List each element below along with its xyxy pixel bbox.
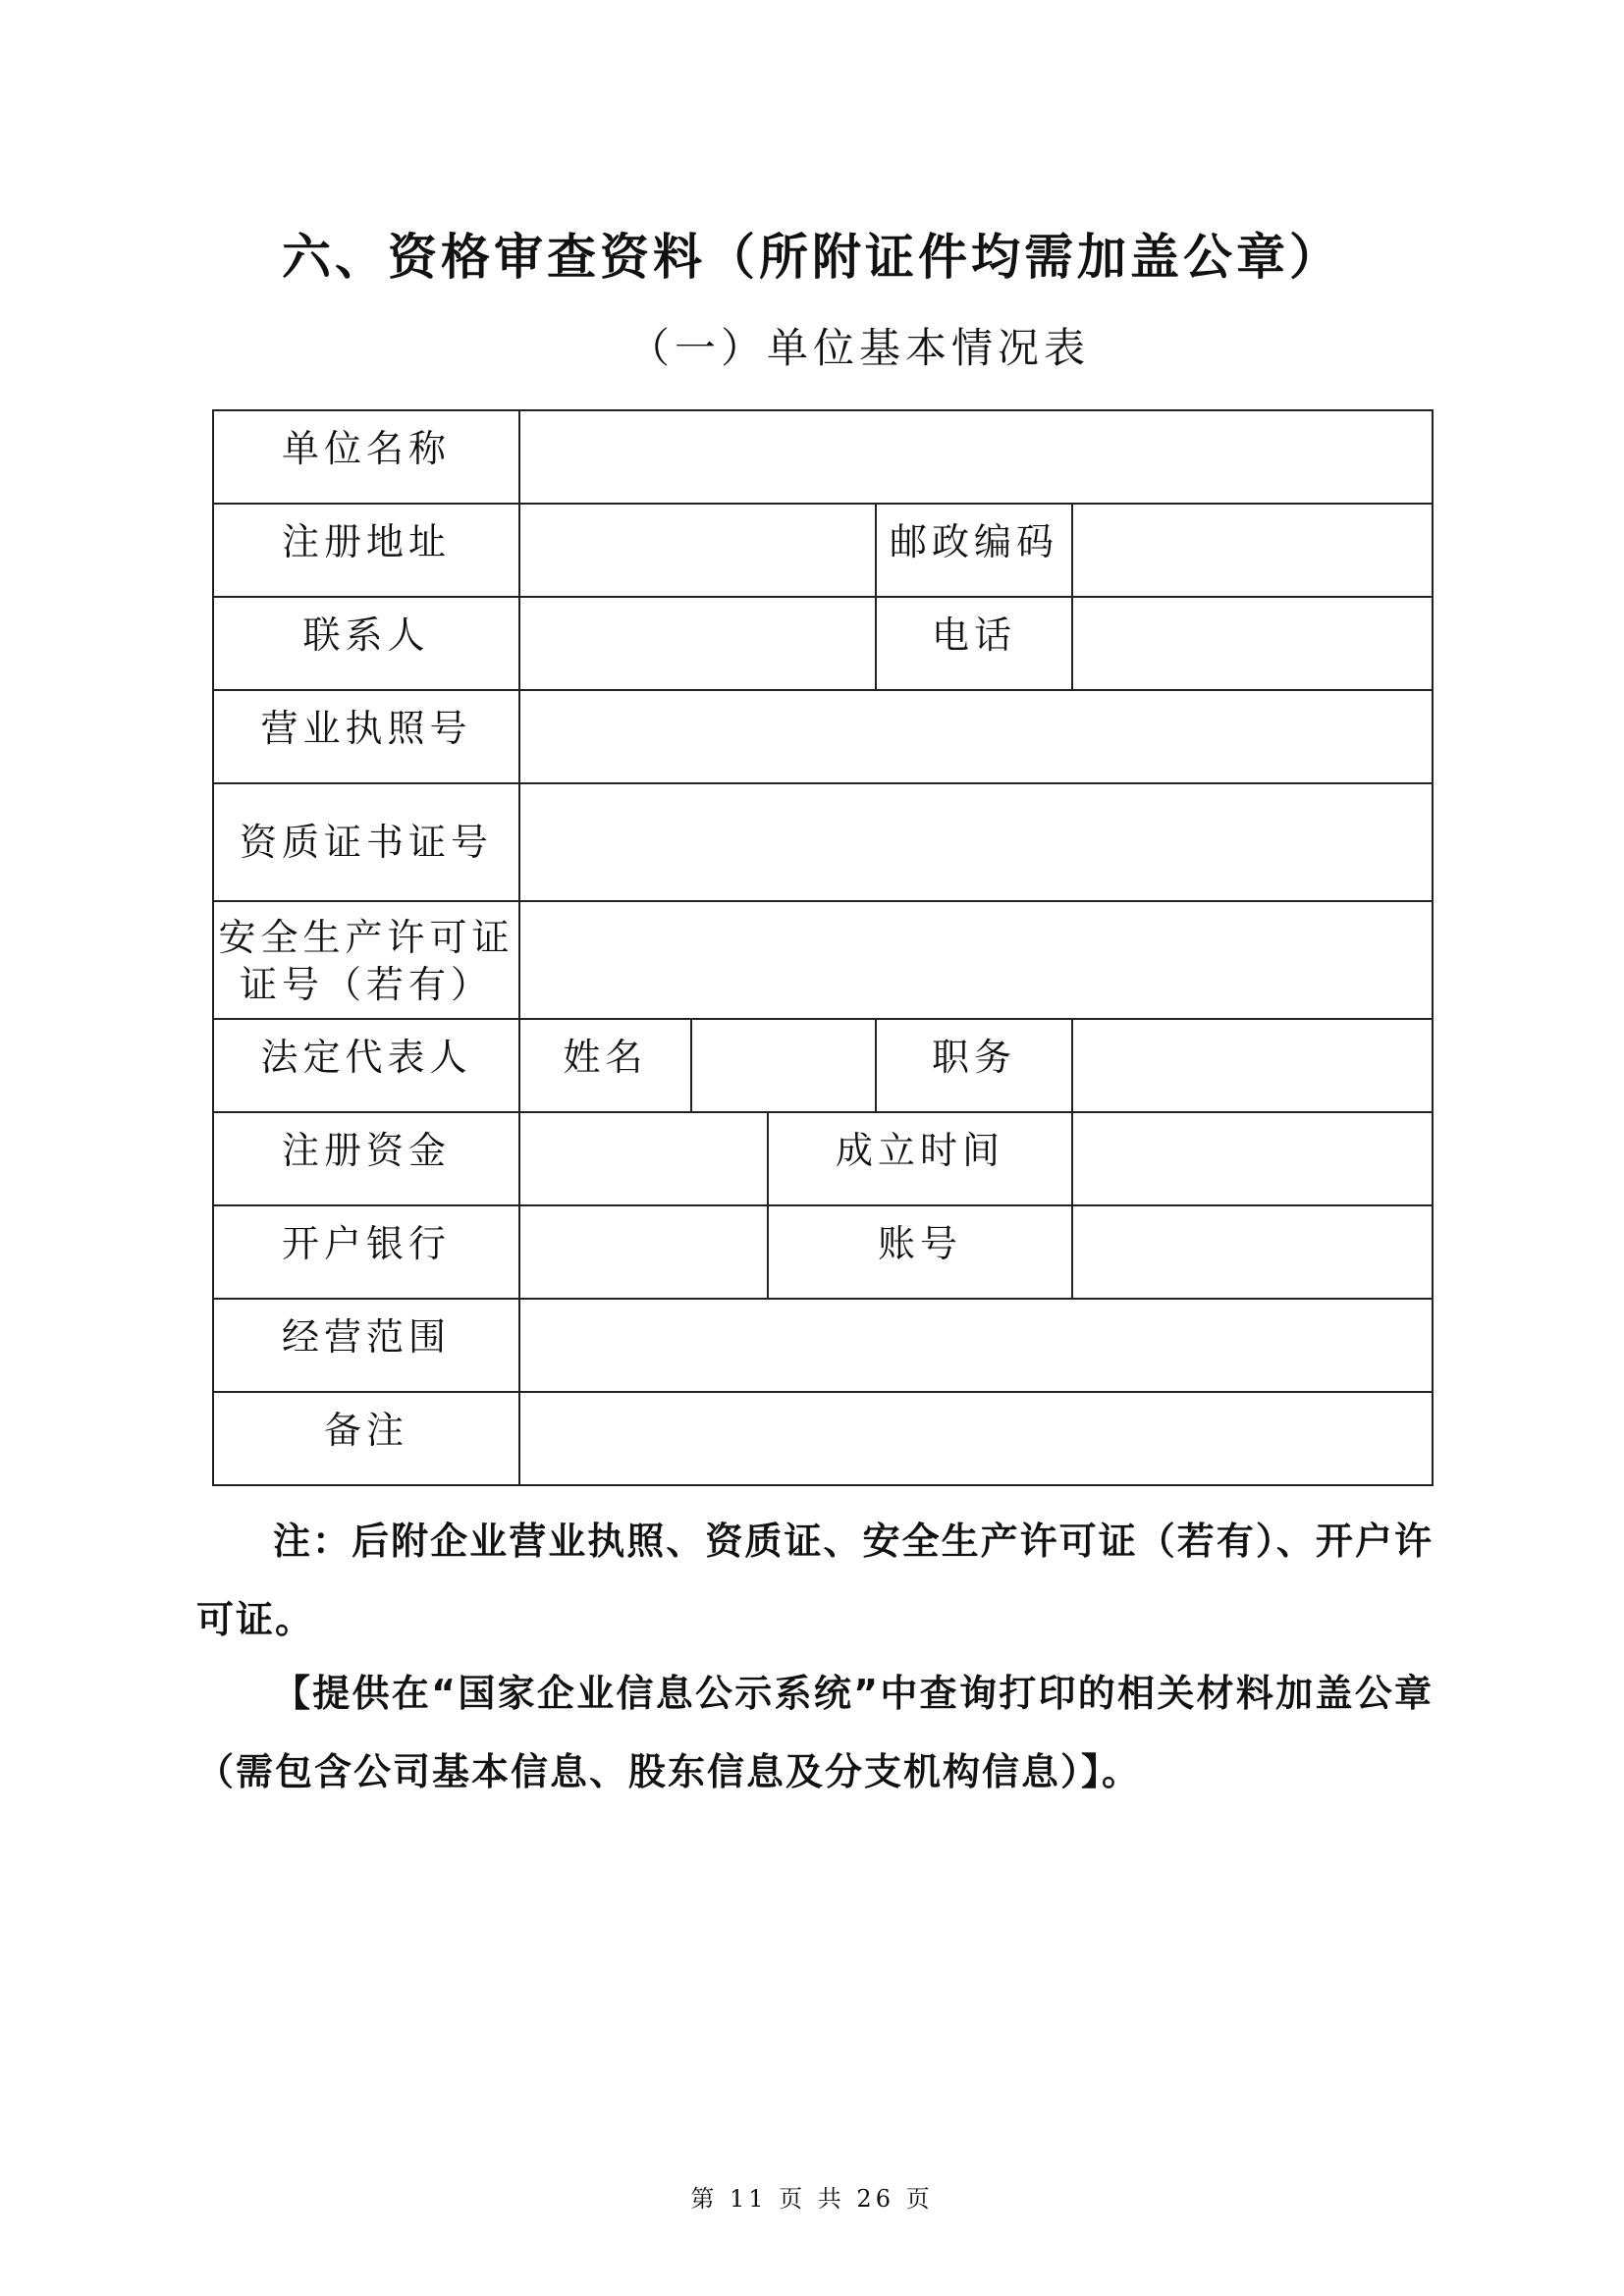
reg-capital-field[interactable]	[519, 1112, 768, 1205]
remarks-field[interactable]	[519, 1392, 1433, 1485]
established-label: 成立时间	[768, 1112, 1072, 1205]
phone-label: 电话	[876, 597, 1072, 690]
qualification-cert-field[interactable]	[519, 783, 1433, 901]
established-field[interactable]	[1072, 1112, 1433, 1205]
legal-rep-name-label: 姓名	[519, 1019, 691, 1112]
legal-rep-label: 法定代表人	[213, 1019, 519, 1112]
bank-field[interactable]	[519, 1205, 768, 1299]
reg-address-label: 注册地址	[213, 504, 519, 597]
note-attachments	[196, 1502, 1434, 1659]
table-subtitle: （一）单位基本情况表	[628, 324, 1091, 372]
legal-rep-name-field[interactable]	[691, 1019, 876, 1112]
note-registry	[196, 1654, 1434, 1811]
company-name-field[interactable]	[519, 410, 1433, 504]
safety-permit-field[interactable]	[519, 901, 1433, 1019]
qualification-cert-label: 资质证书证号	[213, 783, 519, 901]
business-scope-field[interactable]	[519, 1299, 1433, 1392]
contact-person-field[interactable]	[519, 597, 876, 690]
account-no-label: 账号	[768, 1205, 1072, 1299]
page-footer: 第 11 页 共 26 页	[690, 2185, 934, 2213]
legal-rep-title-field[interactable]	[1072, 1019, 1433, 1112]
reg-address-field[interactable]	[519, 504, 876, 597]
phone-field[interactable]	[1072, 597, 1433, 690]
reg-capital-label: 注册资金	[213, 1112, 519, 1205]
postal-code-label: 邮政编码	[876, 504, 1072, 597]
business-scope-label: 经营范围	[213, 1299, 519, 1392]
company-info-table	[212, 409, 1434, 1486]
note-registry-text: 【提供在“国家企业信息公示系统”中查询打印的相关材料加盖公章（需包含公司基本信息、股东信息及分支机构信息）】。	[196, 1672, 1434, 1793]
page-title: 六、资格审查资料（所附证件均需加盖公章）	[282, 229, 1342, 286]
remarks-label: 备注	[213, 1392, 519, 1485]
business-license-label: 营业执照号	[213, 690, 519, 783]
business-license-field[interactable]	[519, 690, 1433, 783]
company-name-label: 单位名称	[213, 410, 519, 504]
account-no-field[interactable]	[1072, 1205, 1433, 1299]
bank-label: 开户银行	[213, 1205, 519, 1299]
contact-person-label: 联系人	[213, 597, 519, 690]
note-attachments-text: 注：后附企业营业执照、资质证、安全生产许可证（若有）、开户许可证。	[196, 1520, 1434, 1641]
postal-code-field[interactable]	[1072, 504, 1433, 597]
safety-permit-label-line1: 安全生产许可证	[218, 916, 514, 959]
legal-rep-title-label: 职务	[876, 1019, 1072, 1112]
safety-permit-label	[213, 901, 519, 1019]
safety-permit-label-line2: 证号（若有）	[239, 963, 493, 1006]
